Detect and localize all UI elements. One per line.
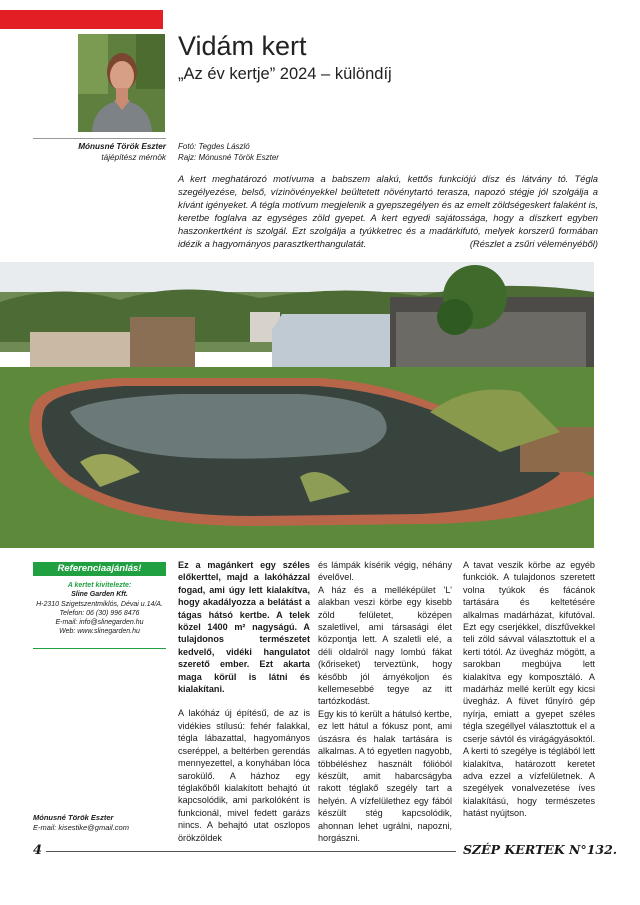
article-column-2 bbox=[318, 559, 452, 844]
reference-divider bbox=[33, 648, 166, 649]
garden-pond-photo bbox=[0, 262, 594, 548]
contractor-email: E-mail: info@slinegarden.hu bbox=[55, 619, 144, 627]
article-paragraph: A lakóház új építésű, de az is vidékies stílusú: fehér falakkal, tégla lábazattal, hagyományos cseréppel, a beltérben gerendás mennyezettel, a konyhában lóca sarokülő. A házhoz egy téglakőből kialakított behajtó út kapcsolódik, ami parkolóként is funkcionál, mivel fedett garázs nincs. A behajtó utat oszlopos örökzöldek bbox=[178, 708, 310, 843]
author-portrait bbox=[78, 34, 165, 132]
article-paragraph: és lámpák kísérik végig, néhány évelővel. bbox=[318, 560, 452, 583]
section-color-bar bbox=[0, 10, 163, 29]
author-contact-email: E-mail: kisestike@gmail.com bbox=[33, 823, 129, 832]
footer-rule bbox=[46, 851, 456, 852]
reference-details bbox=[33, 581, 166, 637]
contractor-label: A kertet kivitelezte: bbox=[67, 582, 132, 589]
lead-paragraph bbox=[178, 172, 598, 250]
article-paragraph: Egy kis tó került a hátulsó kertbe, ez lett hátul a fókusz pont, ami úszásra és halak tartására is alkalmas. A tó egyetlen nagyobb, többéléshez használt fólióból készült, amit habarcságyba rakott téglakő szegély tart a helyén. A vízfelülethez egy fából készült stég kapcsolódik, ahonnan lehet ugrálni, napozni, horgászni. bbox=[318, 708, 452, 843]
magazine-issue: SZÉP KERTEK N°132. bbox=[463, 842, 618, 857]
page-number: 4 bbox=[33, 843, 43, 858]
lead-source: (Részlet a zsűri véleményéből) bbox=[469, 238, 598, 249]
photo-credit: Fotó: Tegdes László bbox=[178, 142, 250, 151]
article-paragraph: A ház és a melléképület ’L’ alakban veszi körbe egy kisebb zöld felületet, középen szaletlivel, ami társasági élet központja lett. A szaletli elé, a déli oldalról nagy lombú fákat (kőriseket) terveztünk, hogy később jól árnyékoljon és kellemesebbé tegye az itt tartózkodást. bbox=[318, 584, 452, 707]
lead-text: A kert meghatározó motívuma a babszem alakú, kettős funkciójú dísz és látvány tó. Tégla szegélyezése, belső, vízinövényekkel beültetett növénytartó terasza, napozó stégje jól szolgálja a kívánt igényeket. A tégla motívum megjelenik a gyepszegélyen és az emelt zöldségeskert falaként is, keretbe foglalva az egységes zöld gyepet. A kert egyedi sajátossága, hogy a díszkert egyben haszonkertként is szolgál. Ezt szolgálja a tyúkketrec és a madárkifutó, melyek korszerű formában idézik a hagyományos parasztkerthangulatát. bbox=[178, 173, 598, 249]
article-column-1 bbox=[178, 559, 310, 844]
article-intro: Ez a magánkert egy széles előkerttel, majd a lakóházzal fogad, ami úgy lett kialakítva, hogy akadályozza a belátást a tágas hátsó kertbe. A telek közel 1400 m² nagyságú. A tulajdonos természetet kedvelő, vidéki hangulatot szerető ember. Ezt akarta maga körül is látni és kialakítani. bbox=[178, 560, 310, 695]
author-role: tájépítész mérnök bbox=[101, 153, 166, 162]
author-name: Mónusné Török Eszter bbox=[78, 142, 166, 151]
contractor-web: Web: www.slinegarden.hu bbox=[59, 628, 140, 636]
author-contact-name: Mónusné Török Eszter bbox=[33, 813, 114, 822]
author-byline bbox=[33, 141, 166, 163]
author-contact bbox=[33, 813, 173, 833]
drawing-credit: Rajz: Mónusné Török Eszter bbox=[178, 153, 279, 162]
contractor-company: Sline Garden Kft. bbox=[71, 591, 128, 599]
article-paragraph: A tavat veszik körbe az egyéb funkciók. A tulajdonos szeretett volna tyúkok és fácánok tartására és keltetésére alkalmas madárházat, kifutóval. Ezt egy cserjékkel, díszfűvekkel teli zöld sávval választottuk el a kerti tótól. Az üvegház mögött, a sarokban megbújva lett kialakítva egy komposztáló. A madárház mellé került egy kicsi üvegház. A füvet fűnyíró gép nyírja, emiatt a gyepet széles tégla szegéllyel választottuk el a cserje sávtól és virágágyásoktól. A kerti tó szegélye is téglából lett kialakítva, határozott keretet adva ezzel a vízfelületnek. A szegélyek vonalvezetése íves kialakítású, hogy természetes hatást nyújtson. bbox=[463, 560, 595, 819]
contractor-address: H-2310 Szigetszentmiklós, Dévai u.14/A. bbox=[36, 600, 163, 608]
reference-heading: Referenciaajánlás! bbox=[33, 562, 166, 576]
image-credits bbox=[178, 141, 279, 163]
divider bbox=[33, 138, 166, 139]
article-subtitle: „Az év kertje” 2024 – különdíj bbox=[178, 65, 392, 83]
contractor-phone: Telefon: 06 (30) 996 8476 bbox=[59, 609, 140, 617]
article-column-3 bbox=[463, 559, 595, 820]
article-title: Vidám kert bbox=[178, 31, 307, 61]
